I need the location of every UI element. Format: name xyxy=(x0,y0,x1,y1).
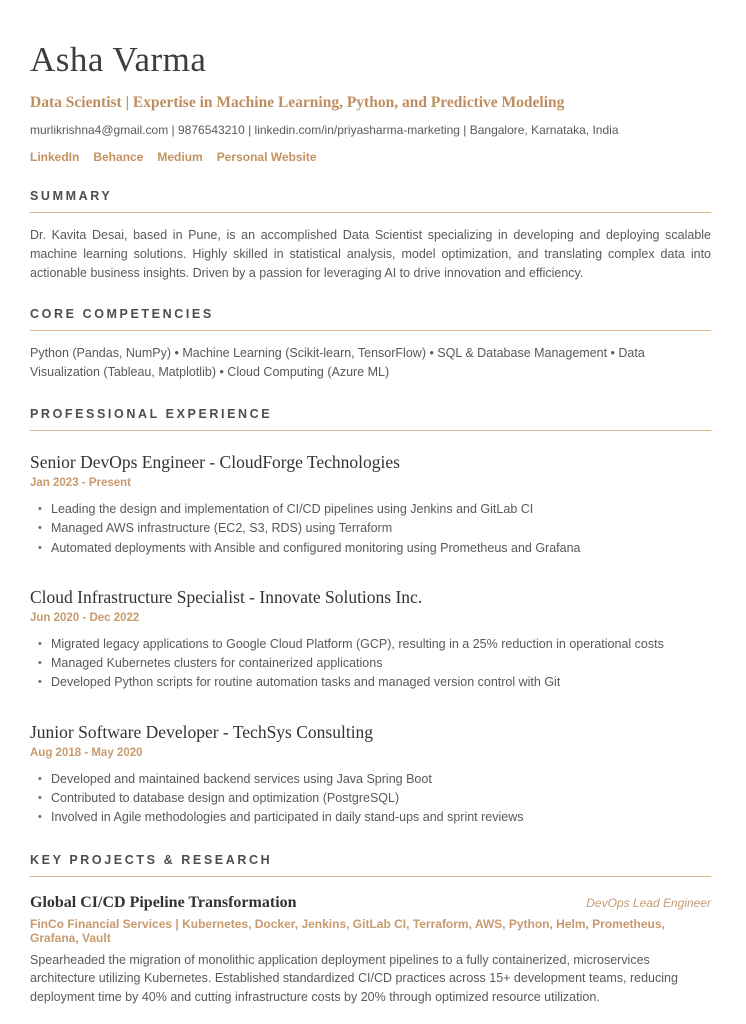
link-personal-website[interactable]: Personal Website xyxy=(216,150,317,164)
job-title: Cloud Infrastructure Specialist - Innovate Solutions Inc. xyxy=(30,586,423,607)
core-competencies-text: Python (Pandas, NumPy) • Machine Learning (Scikit-learn, TensorFlow) • SQL & Database Management • Data Visualization (Tableau, Matplotlib) • Cloud Computing (Azure ML) xyxy=(30,346,645,380)
section-divider xyxy=(30,430,711,431)
resume-header xyxy=(30,39,711,164)
section-key-projects xyxy=(30,853,711,1007)
job-bullet: • Managed AWS infrastructure (EC2, S3, RDS) using Terraform xyxy=(30,519,711,538)
job-dates: Jan 2023 - Present xyxy=(30,476,132,489)
job-dates: Jun 2020 - Dec 2022 xyxy=(30,611,140,624)
experience-entry xyxy=(30,452,711,558)
job-bullet-list xyxy=(30,635,711,693)
job-bullet: • Managed Kubernetes clusters for containerized applications xyxy=(30,654,711,673)
job-title: Junior Software Developer - TechSys Consulting xyxy=(30,721,374,742)
experience-entry xyxy=(30,587,711,693)
job-dates: Aug 2018 - May 2020 xyxy=(30,746,143,759)
job-bullet: • Involved in Agile methodologies and participated in daily stand-ups and sprint reviews xyxy=(30,808,711,827)
project-description: Spearheaded the migration of monolithic application deployment pipelines to a fully containerized, microservices architecture utilizing Kubernetes. Established standardized CI/CD practices across 15+ development teams, reducing deployment time by 40% and cutting infrastructure costs by 20% through optimized resource utilization. xyxy=(30,952,678,1004)
project-role: DevOps Lead Engineer xyxy=(586,895,711,910)
job-bullet: • Leading the design and implementation of CI/CD pipelines using Jenkins and GitLab CI xyxy=(30,500,711,519)
contact-info: murlikrishna4@gmail.com | 9876543210 | linkedin.com/in/priyasharma-marketing | Bangalore, Karnataka, India xyxy=(30,123,619,137)
experience-heading: PROFESSIONAL EXPERIENCE xyxy=(30,406,273,421)
job-bullet: • Developed Python scripts for routine automation tasks and managed version control with Git xyxy=(30,673,711,692)
section-summary xyxy=(30,189,711,282)
core-competencies-heading: CORE COMPETENCIES xyxy=(30,307,214,322)
link-behance[interactable]: Behance xyxy=(93,150,144,164)
section-professional-experience xyxy=(30,407,711,828)
job-bullet-list xyxy=(30,770,711,828)
candidate-name: Asha Varma xyxy=(30,40,207,79)
social-links xyxy=(30,150,711,164)
project-meta: FinCo Financial Services | Kubernetes, Docker, Jenkins, GitLab CI, Terraform, AWS, Python, Helm, Prometheus, Grafana, Vault xyxy=(30,916,665,945)
job-bullet: • Migrated legacy applications to Google Cloud Platform (GCP), resulting in a 25% reduction in operational costs xyxy=(30,635,711,654)
section-divider xyxy=(30,212,711,213)
job-bullet-list xyxy=(30,500,711,558)
section-divider xyxy=(30,876,711,877)
candidate-headline: Data Scientist | Expertise in Machine Learning, Python, and Predictive Modeling xyxy=(30,94,565,111)
section-divider xyxy=(30,330,711,331)
summary-heading: SUMMARY xyxy=(30,189,113,203)
projects-heading: KEY PROJECTS & RESEARCH xyxy=(30,852,273,867)
project-entry xyxy=(30,894,711,1007)
job-title: Senior DevOps Engineer - CloudForge Technologies xyxy=(30,451,400,472)
job-bullet: • Automated deployments with Ansible and configured monitoring using Prometheus and Grafana xyxy=(30,539,711,558)
project-header xyxy=(30,894,711,912)
job-bullet: • Developed and maintained backend services using Java Spring Boot xyxy=(30,770,711,789)
job-bullet: • Contributed to database design and optimization (PostgreSQL) xyxy=(30,789,711,808)
section-core-competencies xyxy=(30,307,711,382)
link-medium[interactable]: Medium xyxy=(157,150,203,164)
summary-text: Dr. Kavita Desai, based in Pune, is an accomplished Data Scientist specializing in developing and deploying scalable machine learning solutions. Highly skilled in statistical analysis, model optimization, and translating complex data into actionable business insights. Driven by a passion for leveraging AI to drive innovation and efficiency. xyxy=(30,228,711,280)
project-title: Global CI/CD Pipeline Transformation xyxy=(30,893,297,911)
experience-entry xyxy=(30,722,711,828)
link-linkedin[interactable]: LinkedIn xyxy=(30,150,80,164)
